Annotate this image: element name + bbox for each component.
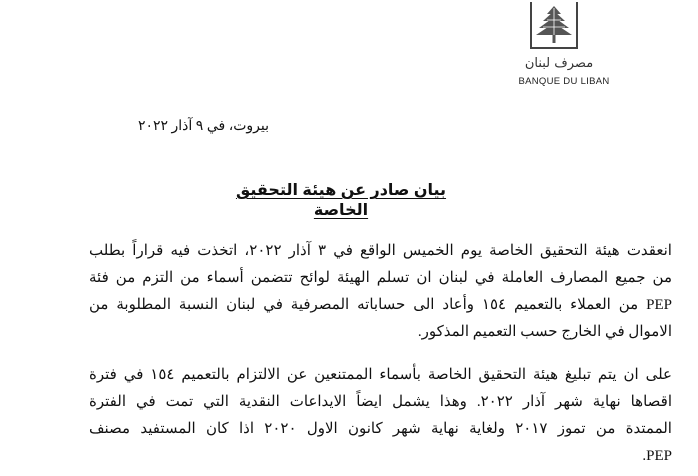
paragraph-line: من جميع المصارف العاملة في لبنان ان تسلم الهيئة لوائح تتضمن أسماء من التزم من فئة <box>89 270 672 286</box>
logo-arabic-text: مصرف لبنان <box>524 56 594 71</box>
cedar-emblem-icon <box>523 0 585 52</box>
bank-logo <box>505 0 623 104</box>
paragraph-line: الاموال في الخارج حسب التعميم المذكور. <box>417 324 672 340</box>
paragraph-line: اقصاها نهاية شهر آذار ٢٠٢٢. وهذا يشمل ايضاً الايداعات النقدية التي تمت في الفترة <box>89 394 672 410</box>
paragraph-line: الممتدة من تموز ٢٠١٧ ولغاية نهاية شهر كانون الاول ٢٠٢٠ اذا كان المستفيد مصنف <box>89 421 672 437</box>
paragraph-line: PEP من العملاء بالتعميم ١٥٤ وأعاد الى حساباته المصرفية في لبنان النسبة المطلوبة من <box>89 297 672 313</box>
paragraph-1 <box>89 238 672 346</box>
paragraph-line: على ان يتم تبليغ هيئة التحقيق الخاصة بأسماء الممتنعين عن الالتزام بالتعميم ١٥٤ في فترة <box>89 367 672 383</box>
dateline: بيروت، في ٩ آذار ٢٠٢٢ <box>137 119 269 134</box>
paragraph-line: انعقدت هيئة التحقيق الخاصة يوم الخميس الواقع في ٣ آذار ٢٠٢٢، اتخذت فيه قراراً بطلب <box>89 243 672 259</box>
paragraph-line: PEP. <box>642 448 672 464</box>
logo-latin-text: BANQUE DU LIBAN <box>518 76 610 87</box>
page-title: بيان صادر عن هيئة التحقيق الخاصة <box>235 182 447 219</box>
paragraph-2 <box>89 362 672 470</box>
